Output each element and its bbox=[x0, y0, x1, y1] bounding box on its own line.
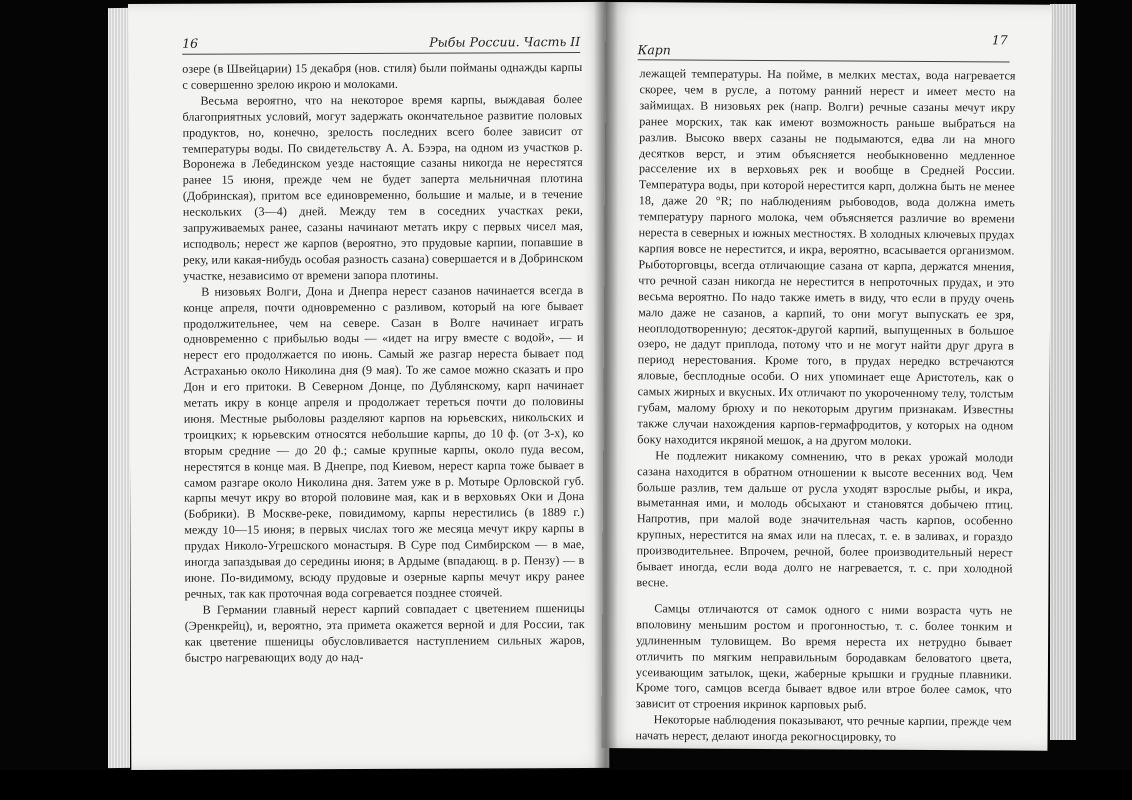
right-paragraph-2: Не подлежит никакому сомнению, что в реках урожай молоди сазана находится в обратном отношении к высоте весенних вод. Чем больше разлив, тем дальше от русла уходят взрослые рыбы, и икра, выметанная ими, и молодь обсыхают и становятся добычею птиц. Напротив, при малой воде значительная часть карпов, особенно крупных, нерестится на ямах или на плесах, т. е. в заливах, и гораздо производительнее. Впрочем, речной, более производительный нерест бывает иногда, если вода долго не нагревается, т. с. при холодной весне. bbox=[636, 448, 1014, 590]
right-paragraph-3: Самцы отличаются от самок одного с ними возраста чуть не вполовину меньшим ростом и прогонностью, т. с. более тонким и удлиненным туловищем. Во время нереста их нетрудно бывает отличить по мягким неправильным бородавкам беловатого цвета, усеивающим затылок, щеки, жаберные крышки и грудные плавники. Кроме того, самцов всегда бывает вдвое или втрое более самок, что зависит от строения икринок карповых рыб. bbox=[635, 601, 1013, 712]
left-page-edges bbox=[108, 8, 130, 768]
bottom-dark-border bbox=[0, 770, 1132, 800]
right-header-rule bbox=[638, 59, 1010, 62]
left-paragraph-4: В Германии главный нерест карпий совпадает с цветением пшеницы (Эренкрейц), и, вероятно, эта примета окажется верной и для России, так как цветение пшеницы обусловливается наступлением сильных жаров, быстро нагревающих воду до над- bbox=[184, 600, 585, 665]
right-page-edges bbox=[1050, 4, 1076, 740]
left-header-rule bbox=[182, 52, 580, 55]
right-page-number: 17 bbox=[991, 32, 1008, 48]
right-paragraph-1: лежащей температуры. На пойме, в мелких местах, вода нагревается скорее, чем в русле, а потому ранний нерест и имеет место на займищах. В низовьях рек (напр. Волги) речные сазаны мечут икру ранее морских, так как имеют возможность раньше выбраться на разлив. Высоко вверх сазаны не подымаются, едва ли на много десятков верст, и этим объясняется необыкновенно медленное расселение их в верховьях рек и вообще в Средней России. Температура воды, при которой нерестится карп, должна быть не менее 18, даже 20 °R; по наблюдениям рыбоводов, вода должна иметь температуру парного молока, чем объясняется различие во времени нереста в северных и южных местностях. В холодных ключевых прудах карпия вовсе не нерестится, и икра, вероятно, всасывается организмом. Рыботорговцы, всегда отличающие сазана от карпа, держатся мнения, что речной сазан никогда не нерестится в непроточных прудах, и это весьма вероятно. По надо также иметь в виду, что если в пруду очень мало даже не сазанов, а карпий, то они могут выпускать ее зря, неоплодотворенную; десяток-другой карпий, выпущенных в большое озеро, не дадут приплода, потому что и не могут найти друг друга в период нерестования. Кроме того, в прудах нередко встречаются яловые, бесплодные особи. О них упоминает еще Аристотель, как о самых жирных и вкусных. Их отличают по укороченному телу, толстым губам, малому брюху и по некоторым другим признакам. Известны также случаи нахождения карпов-гермафродитов, у которых на одном боку находится икряной мешок, а на другом молоки. bbox=[637, 66, 1016, 448]
right-running-title: Карп bbox=[637, 42, 671, 58]
right-paragraph-4: Некоторые наблюдения показывают, что речные карпии, прежде чем начать нерест, делают иногда рекогносцировку, то bbox=[635, 712, 1012, 744]
left-page-number: 16 bbox=[182, 35, 199, 51]
right-page-text bbox=[635, 66, 1015, 746]
left-page bbox=[128, 2, 609, 770]
left-paragraph-2: Весьма вероятно, что на некоторое время карпы, выждавая более благоприятных условий, могут задержать окончательное развитие половых продуктов, но, конечно, зрелость последних всего более зависит от температуры воды. По свидетельству А. А. Бээра, на одном из участков р. Воронежа в Лебединском уезде настоящие сазаны никогда не нерестятся ранее 15 июня, прежде чем не будет заперта мельничная плотина (Добринская), притом все единовременно, большие и малые, и в течение нескольких (3—4) дней. Между тем в соседних участках реки, запруживаемых ранее, сазаны начинают метать икру с первых чисел мая, исподволь; нерест же карпов (вероятно, это прудовые карпии, попавшие в реку, или какая-нибудь особая разность сазана) совершается и в Добринском участке, независимо от времени запора плотины. bbox=[182, 91, 584, 283]
left-paragraph-1: озере (в Швейцарии) 15 декабря (нов. стиля) были пойманы однажды карпы с совершенно зрелою икрою и молоками. bbox=[182, 60, 583, 92]
left-paragraph-3: В низовьях Волги, Дона и Днепра нерест сазанов начинается всегда в конце апреля, почти одновременно с разливом, который на юге бывает продолжительнее, чем на севере. Сазан в Волге начинает играть одновременно с прибылью воды — «идет на игру вместе с водой», — и нерест его продолжается по июнь. Самый же разгар нереста бывает под Астраханью около Николина дня (9 мая). То же самое можно сказать и про Дон и его притоки. В Северном Донце, по Дублянскому, карп начинает метать икру в конце апреля и продолжает тереться почти до половины июня. Местные рыболовы разделяют карпов на юрьевских, никольских и троицких; к юрьевским относятся небольшие карпы, до 10 ф. (от 3-х), ко вторым средние — до 20 ф.; самые крупные карпы, около пуда весом, нерестятся в конце мая. В Днепре, под Киевом, нерест карпа тоже бывает в самом разгаре около Николина дня. Затем уже в р. Мотыре Орловской губ. карпы мечут икру во второй половине мая, как и в верховьях Оки и Дона (Бобрики). В Москве-реке, повидимому, карпы нерестились (в 1889 г.) между 10—15 июня; в первых числах того же месяца мечут икру карпы в прудах Николо-Угрешского монастыря. В Суре под Симбирском — в мае, иногда запаздывая до середины июня; в Ардыме (впадающ. в р. Пензу) — в июне. По-видимому, всюду прудовые и озерные карпы мечут икру ранее речных, так как проточная вода согревается позднее стоячей. bbox=[183, 282, 585, 601]
left-page-text bbox=[182, 60, 585, 666]
left-running-title: Рыбы России. Часть II bbox=[429, 34, 581, 50]
book-gutter bbox=[594, 0, 618, 780]
right-page bbox=[601, 2, 1052, 751]
